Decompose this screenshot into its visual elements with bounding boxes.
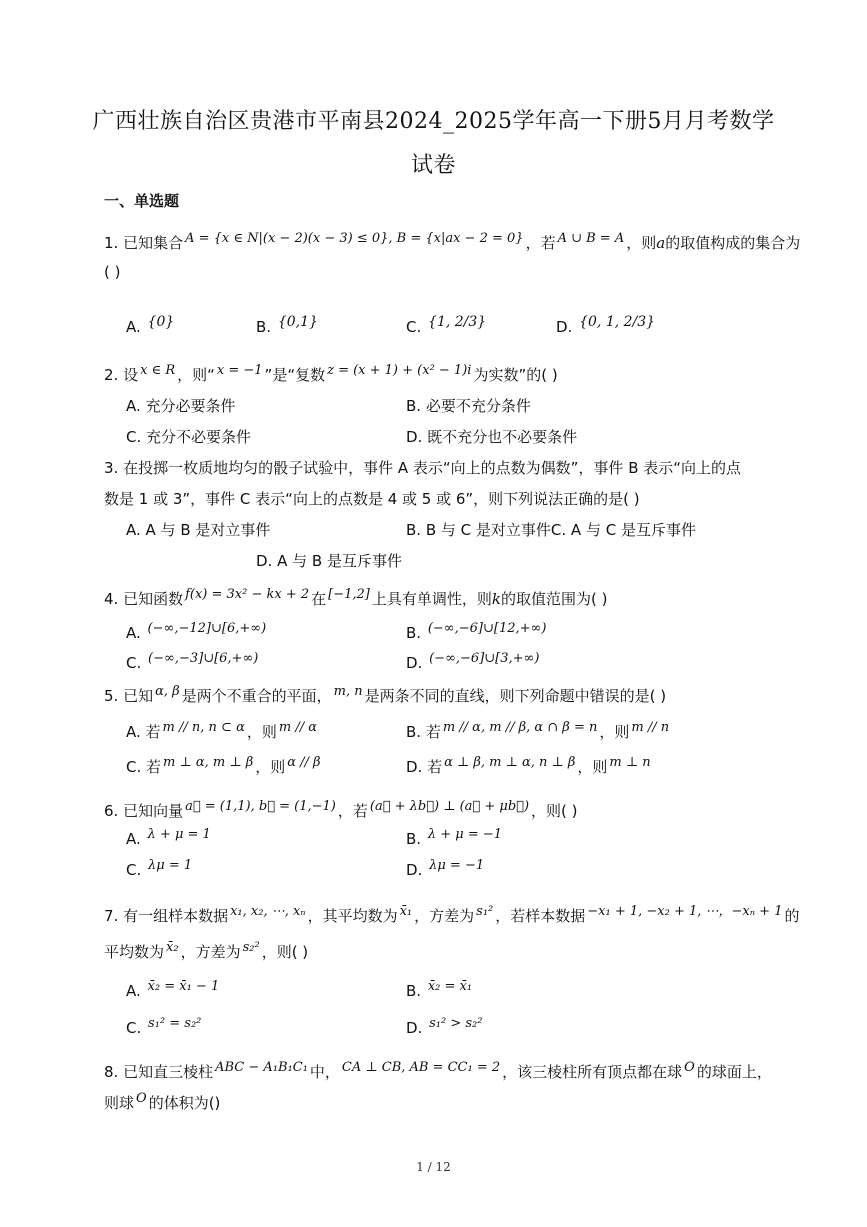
q5-text: 是两个不重合的平面， xyxy=(181,687,332,705)
page-number: 1 / 12 xyxy=(416,1160,451,1174)
option-math: x̄₂ = x̄₁ − 1 xyxy=(147,979,220,994)
question-4 xyxy=(104,588,607,609)
q8-math: O xyxy=(684,1060,695,1075)
question-3-line1: 3. 在投掷一枚质地均匀的骰子试验中，事件 A 表示“向上的点数为偶数”，事件 B 表示“向上的点 xyxy=(104,459,742,477)
q7-math: s₁² xyxy=(476,904,494,919)
q6-math: (a⃗ + λb⃗) ⊥ (a⃗ + μb⃗) xyxy=(369,799,530,814)
q5-option-a[interactable] xyxy=(126,721,319,742)
option-text: 既不充分也不必要条件 xyxy=(427,428,578,446)
option-math: m // α, m // β, α ∩ β = n xyxy=(442,720,598,735)
option-math: {0,1} xyxy=(277,314,318,330)
q2-option-d[interactable] xyxy=(406,426,577,447)
q5-option-b[interactable] xyxy=(406,721,671,742)
option-math: {0} xyxy=(147,314,175,330)
q2-math: x = −1 xyxy=(216,363,263,378)
option-label: D. xyxy=(406,1019,423,1037)
option-label: D. xyxy=(406,861,423,879)
question-1 xyxy=(104,232,800,253)
q3-option-b[interactable] xyxy=(406,519,696,540)
q6-text: ，则( ) xyxy=(531,802,578,820)
q7-text: ，方差为 xyxy=(180,943,241,961)
q3-option-a[interactable] xyxy=(126,519,270,540)
option-label: C. xyxy=(406,318,422,336)
q6-math: a⃗ = (1,1), b⃗ = (1,−1) xyxy=(185,799,336,814)
q1-text: ，若 xyxy=(525,234,556,252)
option-label: A. xyxy=(126,982,141,1000)
option-label: D. xyxy=(556,318,573,336)
q7-text: ，若样本数据 xyxy=(495,907,586,925)
option-math: α // β xyxy=(287,755,321,770)
q1-option-b[interactable] xyxy=(256,314,320,336)
q6-option-b[interactable] xyxy=(406,827,504,848)
q1-option-d[interactable] xyxy=(556,314,657,336)
q4-option-a[interactable] xyxy=(126,621,268,642)
q7-text: 平均数为 xyxy=(104,943,165,961)
q7-math: x̄₂ xyxy=(166,940,179,955)
q1-text: ，则 xyxy=(626,234,657,252)
q1-math-a: a xyxy=(656,234,666,252)
option-label: A. xyxy=(126,397,141,415)
q1-paren: ( ) xyxy=(104,263,121,281)
option-math: m // n, n ⊂ α xyxy=(162,720,245,735)
option-math: λ + μ = 1 xyxy=(147,827,211,842)
option-label: A. xyxy=(126,521,141,539)
q6-text: 6. 已知向量 xyxy=(104,802,184,820)
q4-text: 在 xyxy=(311,590,327,608)
option-math: s₁² > s₂² xyxy=(429,1016,483,1031)
q4-option-b[interactable] xyxy=(406,621,548,642)
q8-text: 则球 xyxy=(104,1094,135,1112)
q4-math: f(x) = 3x² − kx + 2 xyxy=(185,587,310,602)
q6-option-c[interactable] xyxy=(126,858,194,879)
option-label: B. xyxy=(406,982,422,1000)
option-label: D. xyxy=(406,428,423,446)
option-math: λμ = 1 xyxy=(148,858,193,873)
q1-text: 的取值构成的集合为 xyxy=(665,234,801,252)
option-math: {1, 2/3} xyxy=(428,314,487,330)
q7-text: ，则( ) xyxy=(261,943,309,961)
option-label: C. 若 xyxy=(126,758,162,776)
option-label: A. 若 xyxy=(126,723,161,741)
question-6 xyxy=(104,800,578,821)
question-8-line1 xyxy=(104,1061,772,1082)
q5-option-c[interactable] xyxy=(126,756,323,777)
q5-text: 是两条不同的直线，则下列命题中错误的是( ) xyxy=(364,687,667,705)
q4-option-c[interactable] xyxy=(126,651,260,672)
q7-math: x̄₁ xyxy=(399,904,413,919)
option-math: m // α xyxy=(278,720,318,735)
q1-math-union: A ∪ B = A xyxy=(557,231,625,246)
q4-math: k xyxy=(491,590,501,608)
q2-text: ”是“复数 xyxy=(264,366,326,384)
option-math: m // n xyxy=(631,720,670,735)
q1-option-a[interactable] xyxy=(126,314,176,336)
option-text: 充分必要条件 xyxy=(145,397,236,415)
option-math: λ + μ = −1 xyxy=(427,827,503,842)
q2-math: x ∈ R xyxy=(140,363,176,378)
q8-math: CA ⊥ CB, AB = CC₁ = 2 xyxy=(341,1060,501,1075)
option-label: B. 若 xyxy=(406,723,441,741)
q1-text: 1. 已知集合 xyxy=(104,234,184,252)
q6-option-a[interactable] xyxy=(126,827,213,848)
q7-text: ，方差为 xyxy=(414,907,475,925)
q7-math: x₁, x₂, ⋯, xₙ xyxy=(230,904,306,919)
q7-math: −x₁ + 1, −x₂ + 1, ⋯，−xₙ + 1 xyxy=(587,904,783,919)
option-label: C. xyxy=(126,1019,142,1037)
option-label: C. xyxy=(126,861,142,879)
option-math: {0, 1, 2/3} xyxy=(579,314,656,330)
option-math: x̄₂ = x̄₁ xyxy=(427,979,473,994)
q3-option-d[interactable] xyxy=(256,550,402,571)
option-label: B. xyxy=(406,397,422,415)
option-text: ，则 xyxy=(577,758,608,776)
q2-option-c[interactable] xyxy=(126,426,251,447)
option-text: ，则 xyxy=(246,723,277,741)
q4-option-d[interactable] xyxy=(406,651,541,672)
section-heading: 一、单选题 xyxy=(104,192,180,210)
q8-math: O xyxy=(136,1091,147,1106)
q1-option-c[interactable] xyxy=(406,314,488,336)
q8-text: 的球面上， xyxy=(696,1063,772,1081)
option-label: A. xyxy=(126,318,141,336)
option-text: 充分不必要条件 xyxy=(146,428,252,446)
option-text: 必要不充分条件 xyxy=(425,397,531,415)
option-text: ，则 xyxy=(599,723,630,741)
option-label: B. xyxy=(406,830,422,848)
option-label: D. xyxy=(406,654,423,672)
q4-math: [−1,2] xyxy=(328,587,370,602)
option-label: B. xyxy=(406,624,422,642)
q2-text: ，则“ xyxy=(177,366,215,384)
question-8-line2 xyxy=(104,1092,220,1113)
option-text: A 与 B 是对立事件 xyxy=(145,521,271,539)
q6-option-d[interactable] xyxy=(406,858,486,879)
q7-text: ，其平均数为 xyxy=(307,907,398,925)
option-label: B. xyxy=(256,318,272,336)
question-3-line2: 数是 1 或 3”，事件 C 表示“向上的点数是 4 或 5 或 6”，则下列说法正确的是( ) xyxy=(104,490,640,508)
q2-option-b[interactable] xyxy=(406,395,531,416)
option-math: m ⊥ n xyxy=(609,755,651,770)
option-text: A 与 B 是互斥事件 xyxy=(277,552,402,570)
q4-text: 4. 已知函数 xyxy=(104,590,184,608)
q7-math: s₂² xyxy=(242,940,260,955)
option-label: C. xyxy=(126,654,142,672)
q6-text: ，若 xyxy=(337,802,368,820)
option-label: C. xyxy=(126,428,142,446)
option-text: ，则 xyxy=(255,758,286,776)
option-math: α ⊥ β, m ⊥ α, n ⊥ β xyxy=(444,755,576,770)
question-2 xyxy=(104,364,558,385)
option-label: D. 若 xyxy=(406,758,443,776)
q4-text: 上具有单调性，则 xyxy=(371,590,492,608)
q8-text: ，该三棱柱所有顶点都在球 xyxy=(502,1063,683,1081)
option-math: s₁² = s₂² xyxy=(148,1016,202,1031)
option-label: D. xyxy=(256,552,273,570)
q7-option-a[interactable] xyxy=(126,979,221,1000)
option-label: B. xyxy=(406,521,422,539)
q2-option-a[interactable] xyxy=(126,395,236,416)
q5-option-d[interactable] xyxy=(406,756,653,777)
q2-math: z = (x + 1) + (x² − 1)i xyxy=(327,363,472,378)
q8-text: 的体积为() xyxy=(148,1094,221,1112)
option-math: (−∞,−6]∪[3,+∞) xyxy=(429,651,540,666)
q5-text: 5. 已知 xyxy=(104,687,154,705)
q7-option-c[interactable] xyxy=(126,1016,203,1037)
q8-text: 中， xyxy=(309,1063,340,1081)
q1-math-sets: A = {x ∈ N|(x − 2)(x − 3) ≤ 0}, B = {x|ax − 2 = 0} xyxy=(185,231,524,246)
q5-math: m, n xyxy=(333,684,363,699)
q4-text: 的取值范围为( ) xyxy=(501,590,608,608)
q7-option-b[interactable] xyxy=(406,979,474,1000)
option-math: (−∞,−3]∪[6,+∞) xyxy=(148,651,259,666)
option-math: (−∞,−12]∪[6,+∞) xyxy=(147,621,267,636)
q7-text: 的 xyxy=(784,907,800,925)
option-text: B 与 C 是对立事件C. A 与 C 是互斥事件 xyxy=(425,521,696,539)
q2-text: 2. 设 xyxy=(104,366,139,384)
q8-math: ABC − A₁B₁C₁ xyxy=(215,1060,308,1075)
exam-title-line1: 广西壮族自治区贵港市平南县2024_2025学年高一下册5月月考数学 xyxy=(92,109,775,134)
option-label: A. xyxy=(126,624,141,642)
question-7-line2 xyxy=(104,941,308,962)
q5-math: α, β xyxy=(155,684,180,699)
question-7-line1 xyxy=(104,905,799,926)
option-label: A. xyxy=(126,830,141,848)
q7-option-d[interactable] xyxy=(406,1016,484,1037)
exam-title-line2: 试卷 xyxy=(410,153,456,178)
q8-text: 8. 已知直三棱柱 xyxy=(104,1063,214,1081)
q7-text: 7. 有一组样本数据 xyxy=(104,907,229,925)
option-math: m ⊥ α, m ⊥ β xyxy=(163,755,254,770)
option-math: λμ = −1 xyxy=(429,858,485,873)
option-math: (−∞,−6]∪[12,+∞) xyxy=(427,621,547,636)
q2-text: 为实数”的( ) xyxy=(473,366,558,384)
question-5 xyxy=(104,685,666,706)
